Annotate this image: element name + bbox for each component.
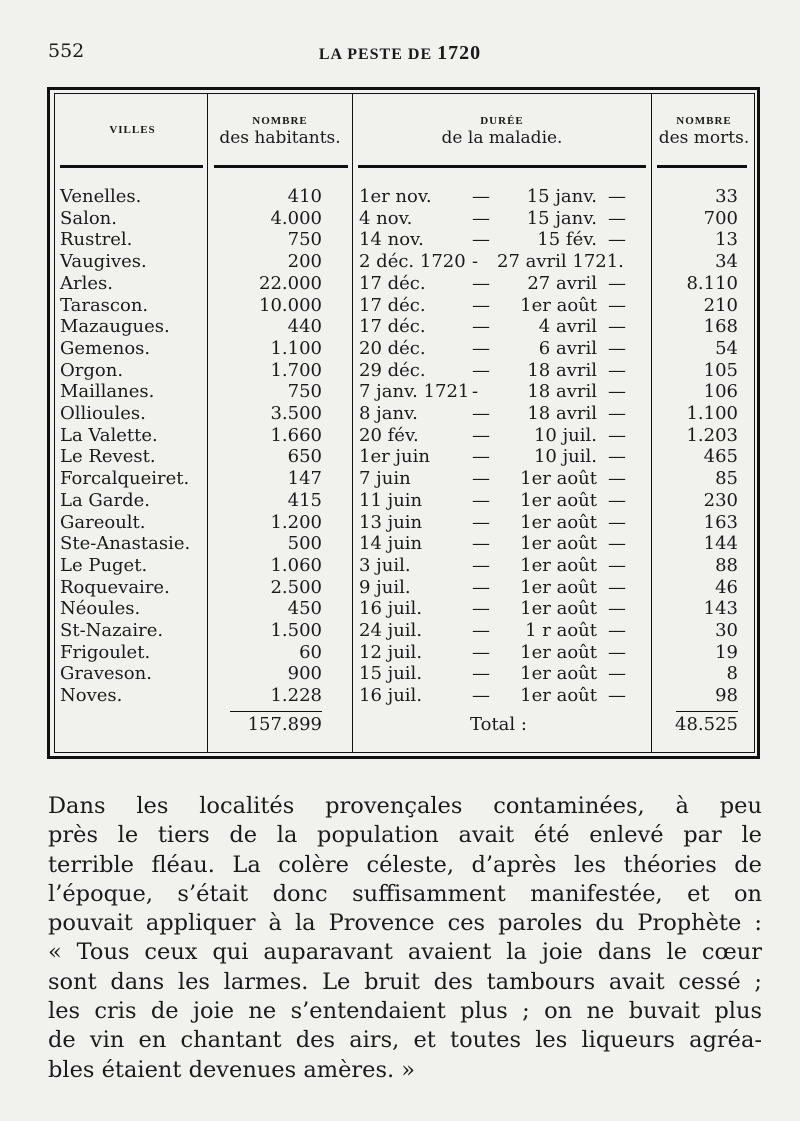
city-cell: Gemenos. xyxy=(60,337,151,359)
body-line: les cris de joie ne s’entendaient plus ; on ne buvait plus xyxy=(48,998,762,1025)
table-row xyxy=(0,533,800,555)
dash-cell: — xyxy=(472,533,490,555)
header-villes: VILLES xyxy=(109,124,156,136)
header-morts-top: NOMBRE xyxy=(676,115,732,127)
start-date-cell: 14 juin xyxy=(359,533,423,555)
habitants-cell: 147 xyxy=(287,468,322,490)
city-cell: Rustrel. xyxy=(60,229,133,251)
header-morts xyxy=(654,113,754,147)
table-row xyxy=(0,273,800,295)
end-date-cell: 15 janv. xyxy=(526,207,597,229)
header-rule xyxy=(358,165,646,168)
dash-cell: — xyxy=(608,598,626,620)
habitants-cell: 500 xyxy=(287,533,322,555)
habitants-cell: 1.660 xyxy=(270,424,322,446)
city-cell: Arles. xyxy=(60,272,113,294)
morts-cell: 30 xyxy=(715,620,738,641)
table-row xyxy=(0,186,800,208)
start-date-cell: 1er juin xyxy=(359,446,430,468)
header-duree-top: DURÉE xyxy=(480,115,524,127)
dash-cell: — xyxy=(608,641,626,663)
morts-cell: 33 xyxy=(715,186,738,207)
body-line: terrible fléau. La colère céleste, d’après les théories de xyxy=(48,851,762,878)
start-date-cell: 4 nov. xyxy=(359,207,413,229)
dash-cell: — xyxy=(472,554,490,576)
table-row xyxy=(0,490,800,512)
habitants-cell: 415 xyxy=(287,489,322,511)
morts-cell: 19 xyxy=(715,641,738,663)
body-line: l’époque, s’était donc suffisamment manifestée, et on xyxy=(48,880,762,907)
table-row xyxy=(0,446,800,468)
morts-cell: 143 xyxy=(703,598,738,620)
body-line: bles étaient devenues amères. » xyxy=(48,1056,416,1083)
body-line: près le tiers de la population avait été enlevé par le xyxy=(48,822,762,849)
start-date-cell: 20 déc. xyxy=(359,337,426,359)
city-cell: Gareoult. xyxy=(60,511,146,533)
city-cell: Frigoulet. xyxy=(60,641,151,663)
body-line: « Tous ceux qui auparavant avaient la joie dans le cœur xyxy=(48,939,762,966)
habitants-cell: 440 xyxy=(287,316,322,338)
end-date-cell: 1er août xyxy=(520,533,597,555)
header-habitants-bottom: des habitants. xyxy=(219,128,341,148)
header-rule xyxy=(657,165,747,168)
start-date-cell: 29 déc. xyxy=(359,359,426,381)
habitants-cell: 900 xyxy=(287,663,322,685)
habitants-cell: 410 xyxy=(287,186,322,207)
morts-cell: 168 xyxy=(703,316,738,338)
header-habitants xyxy=(210,113,350,147)
habitants-cell: 1.500 xyxy=(270,620,322,641)
morts-cell: 105 xyxy=(703,359,738,381)
end-date-cell: 18 avril xyxy=(527,403,597,424)
dash-cell: — xyxy=(608,229,626,251)
habitants-cell: 750 xyxy=(287,229,322,251)
dash-cell: — xyxy=(472,337,490,359)
header-habitants-top: NOMBRE xyxy=(252,115,308,127)
end-date-cell: 1er août xyxy=(520,641,597,663)
city-cell: Le Revest. xyxy=(60,446,156,468)
morts-cell: 8.110 xyxy=(686,272,738,294)
header-rule xyxy=(214,165,348,168)
city-cell: St-Nazaire. xyxy=(60,620,164,641)
end-date-cell: 27 avril 1721. xyxy=(497,251,624,273)
morts-cell: 106 xyxy=(703,381,738,403)
table-row xyxy=(0,251,800,273)
table-row xyxy=(0,360,800,382)
dash-cell: — xyxy=(608,359,626,381)
dash-cell: — xyxy=(608,381,626,403)
morts-cell: 1.100 xyxy=(686,403,738,424)
end-date-cell: 10 juil. xyxy=(533,446,597,468)
habitants-cell: 4.000 xyxy=(270,207,322,229)
city-cell: Vaugives. xyxy=(60,251,147,273)
end-date-cell: 1er août xyxy=(520,598,597,620)
end-date-cell: 1er août xyxy=(520,489,597,511)
city-cell: Graveson. xyxy=(60,663,152,685)
morts-cell: 1.203 xyxy=(686,424,738,446)
dash-cell: — xyxy=(472,272,490,294)
running-title xyxy=(0,42,800,65)
running-title-text: LA PESTE DE xyxy=(318,46,438,63)
start-date-cell: 17 déc. xyxy=(359,294,426,316)
dash-cell: — xyxy=(608,685,626,707)
dash-cell: — xyxy=(472,489,490,511)
header-morts-bottom: des morts. xyxy=(658,128,750,148)
dash-cell: — xyxy=(472,641,490,663)
start-date-cell: 14 nov. xyxy=(359,229,424,251)
table-row xyxy=(0,663,800,685)
habitants-cell: 1.200 xyxy=(270,511,322,533)
table-row xyxy=(0,338,800,360)
dash-cell: — xyxy=(608,186,626,207)
end-date-cell: 15 fév. xyxy=(537,229,597,251)
dash-cell: — xyxy=(472,468,490,490)
start-date-cell: 12 juil. xyxy=(359,641,423,663)
end-date-cell: 27 avril xyxy=(527,272,597,294)
habitants-cell: 1.700 xyxy=(270,359,322,381)
dash-cell: — xyxy=(472,598,490,620)
dash-cell: — xyxy=(472,359,490,381)
total-morts: 48.525 xyxy=(675,714,738,735)
city-cell: Ste-Anastasie. xyxy=(60,533,191,555)
morts-cell: 98 xyxy=(715,685,738,707)
start-date-cell: 7 juin xyxy=(359,468,411,490)
total-rule xyxy=(676,711,738,712)
city-cell: Orgon. xyxy=(60,359,124,381)
body-line: Dans les localités provençales contaminées, à peu xyxy=(48,793,762,819)
dash-cell: — xyxy=(472,620,490,641)
dash-cell: — xyxy=(608,620,626,641)
morts-cell: 8 xyxy=(726,663,738,685)
dash-cell: — xyxy=(608,294,626,316)
start-date-cell: 20 fév. xyxy=(359,424,419,446)
dash-cell: — xyxy=(608,337,626,359)
header-rule xyxy=(60,165,203,168)
table-row xyxy=(0,577,800,599)
end-date-cell: 18 avril xyxy=(527,359,597,381)
habitants-cell: 1.100 xyxy=(270,337,322,359)
dash-cell: — xyxy=(608,663,626,685)
dash-cell: — xyxy=(608,489,626,511)
morts-cell: 465 xyxy=(703,446,738,468)
habitants-cell: 3.500 xyxy=(270,403,322,424)
habitants-cell: 2.500 xyxy=(270,576,322,598)
dash-cell: — xyxy=(472,207,490,229)
dash-cell: - xyxy=(472,251,479,273)
table-row xyxy=(0,425,800,447)
dash-cell: — xyxy=(472,663,490,685)
morts-cell: 88 xyxy=(715,554,738,576)
dash-cell: — xyxy=(608,468,626,490)
table-row xyxy=(0,642,800,664)
end-date-cell: 1er août xyxy=(520,511,597,533)
end-date-cell: 6 avril xyxy=(538,337,597,359)
city-cell: Le Puget. xyxy=(60,554,148,576)
end-date-cell: 10 juil. xyxy=(533,424,597,446)
table-row xyxy=(0,555,800,577)
dash-cell: — xyxy=(608,446,626,468)
table-row xyxy=(0,685,800,707)
header-duree-bottom: de la maladie. xyxy=(441,128,563,148)
total-rule xyxy=(230,711,322,712)
start-date-cell: 13 juin xyxy=(359,511,423,533)
morts-cell: 144 xyxy=(703,533,738,555)
end-date-cell: 1er août xyxy=(520,685,597,707)
dash-cell: — xyxy=(472,511,490,533)
end-date-cell: 4 avril xyxy=(538,316,597,338)
city-cell: Roquevaire. xyxy=(60,576,170,598)
morts-cell: 85 xyxy=(715,468,738,490)
morts-cell: 54 xyxy=(715,337,738,359)
city-cell: Venelles. xyxy=(60,186,142,207)
morts-cell: 46 xyxy=(715,576,738,598)
page-number: 552 xyxy=(48,40,85,62)
city-cell: Ollioules. xyxy=(60,403,146,424)
dash-cell: — xyxy=(608,424,626,446)
habitants-cell: 750 xyxy=(287,381,322,403)
start-date-cell: 11 juin xyxy=(359,489,423,511)
start-date-cell: 1er nov. xyxy=(359,186,432,207)
habitants-cell: 200 xyxy=(287,251,322,273)
morts-cell: 230 xyxy=(703,489,738,511)
start-date-cell: 2 déc. 1720 xyxy=(359,251,466,273)
habitants-cell: 10.000 xyxy=(259,294,322,316)
table-row xyxy=(0,316,800,338)
start-date-cell: 7 janv. 1721 xyxy=(359,381,470,403)
end-date-cell: 1er août xyxy=(520,554,597,576)
start-date-cell: 3 juil. xyxy=(359,554,411,576)
dash-cell: — xyxy=(472,576,490,598)
habitants-cell: 450 xyxy=(287,598,322,620)
dash-cell: — xyxy=(472,316,490,338)
city-cell: Forcalqueiret. xyxy=(60,468,190,490)
dash-cell: — xyxy=(608,533,626,555)
habitants-cell: 22.000 xyxy=(259,272,322,294)
dash-cell: — xyxy=(608,316,626,338)
city-cell: Noves. xyxy=(60,685,123,707)
table-row xyxy=(0,295,800,317)
city-cell: Salon. xyxy=(60,207,117,229)
table-row xyxy=(0,208,800,230)
total-habitants: 157.899 xyxy=(247,714,322,735)
dash-cell: — xyxy=(472,446,490,468)
table-row xyxy=(0,468,800,490)
dash-cell: — xyxy=(472,294,490,316)
habitants-cell: 1.060 xyxy=(270,554,322,576)
end-date-cell: 1 r août xyxy=(525,620,597,641)
dash-cell: — xyxy=(608,403,626,424)
habitants-cell: 1.228 xyxy=(270,685,322,707)
dash-cell: — xyxy=(608,576,626,598)
start-date-cell: 17 déc. xyxy=(359,272,426,294)
start-date-cell: 17 déc. xyxy=(359,316,426,338)
end-date-cell: 1er août xyxy=(520,576,597,598)
city-cell: Tarascon. xyxy=(60,294,149,316)
end-date-cell: 1er août xyxy=(520,663,597,685)
dash-cell: — xyxy=(472,424,490,446)
end-date-cell: 1er août xyxy=(520,468,597,490)
dash-cell: — xyxy=(608,511,626,533)
dash-cell: - xyxy=(472,381,479,403)
city-cell: La Garde. xyxy=(60,489,151,511)
dash-cell: — xyxy=(472,403,490,424)
dash-cell: — xyxy=(608,554,626,576)
city-cell: Mazaugues. xyxy=(60,316,170,338)
end-date-cell: 15 janv. xyxy=(526,186,597,207)
morts-cell: 34 xyxy=(715,251,738,273)
habitants-cell: 60 xyxy=(299,641,322,663)
start-date-cell: 15 juil. xyxy=(359,663,423,685)
dash-cell: — xyxy=(472,186,490,207)
table-row xyxy=(0,512,800,534)
morts-cell: 210 xyxy=(703,294,738,316)
dash-cell: — xyxy=(472,229,490,251)
table-row xyxy=(0,229,800,251)
body-line: sont dans les larmes. Le bruit des tambours avait cessé ; xyxy=(48,968,762,995)
table-row xyxy=(0,598,800,620)
city-cell: La Valette. xyxy=(60,424,158,446)
morts-cell: 700 xyxy=(703,207,738,229)
body-paragraph xyxy=(48,792,762,1085)
habitants-cell: 650 xyxy=(287,446,322,468)
start-date-cell: 8 janv. xyxy=(359,403,418,424)
end-date-cell: 18 avril xyxy=(527,381,597,403)
table-row xyxy=(0,403,800,425)
morts-cell: 13 xyxy=(715,229,738,251)
table-row xyxy=(0,381,800,403)
body-line: de vin en chantant des airs, et toutes les liqueurs agréa- xyxy=(48,1027,762,1054)
start-date-cell: 16 juil. xyxy=(359,685,423,707)
table-row xyxy=(0,620,800,642)
start-date-cell: 24 juil. xyxy=(359,620,423,641)
city-cell: Maillanes. xyxy=(60,381,155,403)
total-label: Total : xyxy=(470,714,527,735)
start-date-cell: 9 juil. xyxy=(359,576,411,598)
header-duree xyxy=(355,113,649,147)
dash-cell: — xyxy=(608,272,626,294)
start-date-cell: 16 juil. xyxy=(359,598,423,620)
morts-cell: 163 xyxy=(703,511,738,533)
dash-cell: — xyxy=(608,207,626,229)
body-line: pouvait appliquer à la Provence ces paroles du Prophète : xyxy=(48,910,762,937)
running-title-year: 1720 xyxy=(437,42,482,64)
end-date-cell: 1er août xyxy=(520,294,597,316)
city-cell: Néoules. xyxy=(60,598,141,620)
dash-cell: — xyxy=(472,685,490,707)
